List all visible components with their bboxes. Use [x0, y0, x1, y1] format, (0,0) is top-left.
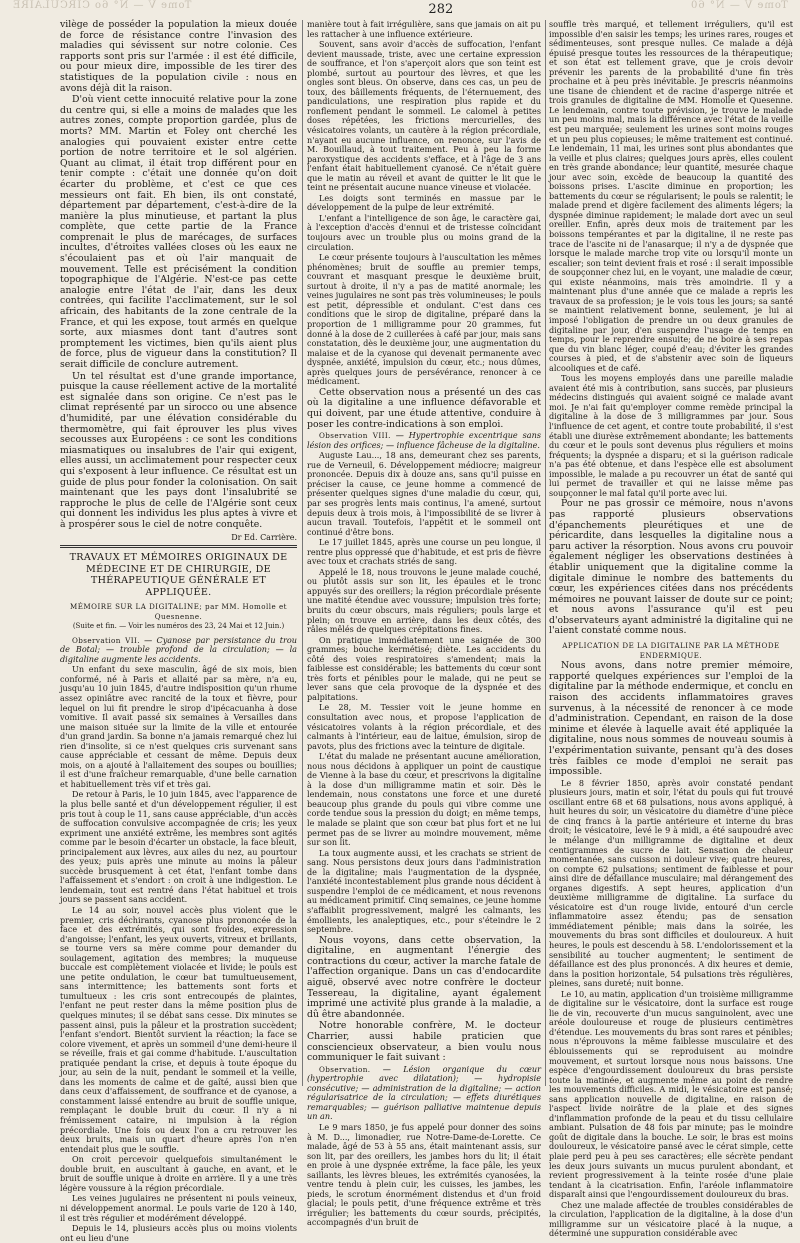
paragraph: On croit percevoir quelquefois simultanément le double bruit, en auscultant à gauche, en avant, et le bruit de souffle unique à droite en arrière. Il y a une très légère voussure à la région précordiale. [60, 1154, 297, 1193]
paragraph: Le 9 mars 1850, je fus appelé pour donner des soins à M. D..., limonadier, rue Notre-Dame-de-Lorette. Ce malade, âgé de 53 à 55 ans, était maintenant assis, sur son lit, par des oreillers, les jambes hors du lit; il était en proie à une dyspnée extrême, la face pâle, les yeux saillants, les lèvres bleues, les extrémités cyanosées, la ventre tendu à plein cuir, les cuisses, les jambes, les pieds, le scrotum énormément distendus et d'un froid glacial; le pouls petit, d'une fréquence extrême et très irrégulier; les battements du cœur sourds, précipités, accompagnés d'un bruit de [307, 1122, 541, 1228]
column-2 [307, 19, 541, 1228]
observation-title: — Hypertrophie excentrique sans lésion des orifices; — influence fâcheuse de la digitaline. [307, 430, 541, 450]
paragraph: Le 14 au soir, nouvel accès plus violent que le premier, cris déchirants, cyanose plus prononcée de la face et des extrémités, qui sont froides, expression d'angoisse; l'enfant, les yeux ouverts, vitreux et brillants, se tourne vers sa mère comme pour demander du soulagement, agitation des membres; la muqueuse buccale est complètement violacée et livide; le pouls est une petite ondulation, le cœur bat tumultueusement, sans intermittence; les battements sont forts et tumultueux : les cris sont entrecoupés de plaintes, l'enfant ne peut rester dans la même position plus de quelques minutes; il se débat sans cesse. Dix minutes se passent ainsi, puis la pâleur et la prostration succèdent; l'enfant s'endort. Bientôt survient la réaction; la face se colore vivement, et après un sommeil d'une demi-heure il se réveille, frais et gai comme d'habitude. L'auscultation pratiquée pendant la crise, et depuis à toute époque du jour, au sein de la nuit, pendant le sommeil et la veille, dans les moments de calme et de gaîté, aussi bien que dans ceux d'affaissement, de souffrance et de cyanose, a constamment laissé entendre au bruit de souffle unique, remplaçant le double bruit du cœur. Il n'y a ni frémissement cataire, ni impulsion à la région précordiale. Une fois ou deux l'on a cru retrouver les deux bruits, mais un quart d'heure après l'on n'en entendait plus que le souffle. [60, 905, 297, 1154]
column-3 [549, 19, 793, 1239]
paragraph: Tous les moyens employés dans une pareille maladie avaient été mis à contribution, sans succès, par plusieurs médecins distingués qui avaient soigné ce malade avant moi. Je n'ai fait qu'employer comme remède principal la digitaline à la dose de 3 milligrammes par jour. Sous l'influence de cet agent, et contre toute probabilité, il s'est établi une diurèse extrêmement abondante; les battements du cœur et le pouls sont devenus plus réguliers et moins fréquents; la dyspnée a disparu; et si la guérison radicale n'a pas été obtenue, et dans l'espèce elle est absolument impossible, le malade a pu recouvrer un état de santé qui lui permet de travailler et qui ne laisse même pas soupçonner le mal fatal qu'il porte avec lui. [549, 373, 793, 498]
paragraph: Notre honorable confrère, M. le docteur Charrier, aussi habile praticien que consciencieux observateur, a bien voulu nous communiquer le fait suivant : [307, 1020, 541, 1064]
page-header [0, 0, 800, 18]
observation-heading [307, 431, 541, 450]
observation-heading [60, 636, 297, 665]
subsection-title: APPLICATION DE LA DIGITALINE PAR LA MÉTHODE ENDERMIQUE. [562, 641, 780, 660]
paragraph: souffle très marqué, et tellement irréguliers, qu'il est impossible d'en saisir les temps; les urines rares, rouges et sédimenteuses, sont presque nulles. Ce malade a déjà épuisé presque toutes les ressources de la thérapeutique; et son état est tellement grave, que je crois devoir prévenir les parents de la probabilité d'une fin très prochaine et à peu près inévitable. Je prescris néanmoins une tisane de chiendent et de racine d'asperge nitrée et trois granules de digitaline de MM. Homolle et Quesenne. Le lendemain, contre toute prévision, je trouve le malade un peu moins mal, mais la différence avec l'état de la veille est peu marquée; seulement les urines sont moins rouges et un peu plus copieuses; le même traitement est continué. Le lendemain, 11 mai, les urines sont plus abondantes que la veille et plus claires; quelques jours après, elles coulent en très grande abondance; leur quantité, mesurée chaque jour avec soin, excède de beaucoup la quantité des boissons prises. L'ascite diminue en proportion; les battements du cœur se régularisent; le pouls se ralentit; le malade prend et digère facilement des aliments légers; la dyspnée diminue rapidement; le malade dort avec un seul oreiller. Enfin, après deux mois de traitement par les boissons tempérantes et par la digitaline, il ne reste pas trace de l'ascite ni de l'anasarque; il n'y a de dyspnée que lorsque le malade marche trop vite ou lorsqu'il monte un escalier; son teint devient frais et rosé : il serait impossible de soupçonner chez lui, en le voyant, une maladie de cœur, qui existe néanmoins, mais très amoindrie. Il y a maintenant plus d'une année que ce malade a repris les travaux de sa profession; je le vois tous les jours; sa santé se maintient relativement bonne, seulement, je lui ai imposé l'obligation de prendre un ou deux granules de digitaline par jour, d'en suspendre l'usage de temps en temps, pour le reprendre ensuite; de ne boire à ses repas que du vin blanc léger, coupé d'eau; d'éviter les grandes courses à pied, et de s'abstenir avec soin de liqueurs alcooliques et de café. [549, 19, 793, 373]
bleed-through-text-right: Tome V — N° 60 [690, 0, 788, 11]
author-signature: Dr Ed. Carrière. [231, 532, 297, 542]
article-title: MÉMOIRE SUR LA DIGITALINE; par MM. Homolle et Quesnenne. [69, 602, 288, 621]
bleed-through-text-left: Tome V — N° 6o CIRCULAIRE [12, 0, 192, 11]
paragraph: Cette observation nous a présenté un des cas où la digitaline a une influence défavorable et qui doivent, par une étude attentive, conduire à poser les contre-indications à son emploi. [307, 386, 541, 430]
paragraph: De retour à Paris, le 10 juin 1845, avec l'apparence de la plus belle santé et d'un développement régulier, il est pris tout à coup le 11, sans cause appréciable, d'un accès de suffocation convulsive accompagnée de cris; les yeux expriment une anxiété extrême, les membres sont agités comme par le besoin d'écarter un obstacle, la face bleuit, principalement aux lèvres, aux ailes du nez, au pourtour des yeux; puis après une minute au moins la pâleur succède brusquement à cet état, l'enfant tombe dans l'affaissement et s'endort : on croit à une indigestion. Le lendemain, tout est rentré dans l'état habituel et trois jours se passent sans accident. [60, 789, 297, 905]
paragraph: Le cœur présente toujours à l'auscultation les mêmes phénomènes; bruit de souffle au premier temps, couvrant et masquant presque le deuxième bruit, surtout à droite, il n'y a pas de matité anormale; les veines jugulaires ne sont pas très volumineuses; le pouls est petit, dépressible et ondulant. C'est dans ces conditions que le sirop de digitaline, préparé dans la proportion de 1 milligramme pour 20 grammes, fut donné à la dose de 2 cuillerées à café par jour, mais sans constatation, dès le deuxième jour, une augmentation du malaise et de la cyanose qui devenait permanente avec dyspnée, anxiété, impulsion du cœur, etc.; nous dûmes, après quelques jours de persévérance, renoncer à ce médicament. [307, 252, 541, 387]
paragraph: Un tel résultat est d'une grande importance, puisque la cause réellement active de la mortalité est signalée dans son origine. Ce n'est pas le climat représenté par un sirocco ou une absence d'humidité, par une élévation considérable du thermomètre, qui fait éprouver les plus vives secousses aux Européens : ce sont les conditions miasmatiques ou insalubres de l'air qui exigent, elles aussi, un acclimatement pour respecter ceux qui s'exposent à leur influence. Ce résultat est un guide de plus pour fonder la colonisation. On sait maintenant que les pays dont l'insalubrité se rapproche le plus de celle de l'Algérie sont ceux qui donnent les individus les plus aptes à vivre et à prospérer sous le ciel de notre conquête. [60, 370, 297, 530]
section-title: TRAVAUX ET MÉMOIRES ORIGINAUX DE MÉDECINE ET DE CHIRURGIE, DE THÉRAPEUTIQUE GÉNÉRALE ET APPLIQUÉE. [69, 552, 288, 598]
column-rule-1 [302, 20, 303, 1086]
section-divider [60, 547, 297, 548]
paragraph: Chez une malade affectée de troubles considérables de la circulation, l'application de la digitaline, à la dose d'un milligramme sur un vésicatoire placé à la nuque, a déterminé une suppuration considérable avec [549, 1199, 793, 1239]
paragraph: Les doigts sont terminés en massue par le développement de la pulpe de leur extrémité. [307, 192, 541, 213]
paragraph: Le 28, M. Tessier voit le jeune homme en consultation avec nous, et propose l'application de vésicatoires volants à la région précordiale, et des calmants à l'intérieur, eau de laitue, émulsion, sirop de pavots, plus des frictions avec la teinture de digitale. [307, 702, 541, 751]
paragraph: Nous voyons, dans cette observation, la digitaline, en augmentant l'énergie des contractions du cœur, activer la marche fatale de l'affection organique. Dans un cas d'endocardite aiguë, observé avec notre confrère le docteur Tessereau, la digitaline, ayant également imprimé une activité plus grande à la maladie, a dû être abandonnée. [307, 934, 541, 1020]
paragraph: L'enfant a l'intelligence de son âge, le caractère gai, à l'exception d'accès d'ennui et de tristesse coïncidant toujours avec un trouble plus ou moins grand de la circulation. [307, 212, 541, 252]
paragraph: Le 8 février 1850, après avoir constaté pendant plusieurs jours, matin et soir, l'état du pouls qui fut trouvé oscillant entre 68 et 68 pulsations, nous avons appliqué, à huit heures du soir, un vésicatoire du diamètre d'une pièce de cinq francs à la partie antérieure et interne du bras droit; le vésicatoire, levé le 9 à midi, a été saupoudré avec le mélange d'un milligramme de digitaline et deux centigrammes de sucre de lait. Sensation de chaleur momentanée, sans cuisson ni douleur vive; quatre heures, on compte 62 pulsations; sentiment de faiblesse et pour ainsi dire de défaillance musculaire; mal dérangement des organes digestifs. A sept heures, application d'un deuxième milligramme de digitaline. La surface du vésicatoire est d'un rouge livide, entouré d'un cercle inflammatoire assez étendu; pas de sensation immédiatement pénible; mais dans la soirée, les mouvements du bras sont difficiles et douloureux. A huit heures, le pouls est descendu à 58. L'endolorissement et la sensibilité au toucher augmentent; le sentiment de défaillance est des plus prononcés. A dix heures et demie, dans la position horizontale, 54 pulsations très régulières, pleines, sans dureté; nuit bonne. [549, 777, 793, 989]
observation-heading [307, 1065, 541, 1122]
column-rule-2 [545, 20, 546, 1086]
page-number: 282 [428, 2, 454, 17]
observation-label: Observation VIII. [319, 431, 391, 441]
paragraph: Nous avons, dans notre premier mémoire, rapporté quelques expériences sur l'emploi de la digitaline par la méthode endermique, et conclu en raison des accidents inflammatoires graves survenus, à la nécessité de renoncer à ce mode d'administration. Cependant, en raison de la dose minime et élevée à laquelle avait été appliquée la digitaline, nous nous sommes de nouveau soumis à l'expérimentation suivante, pensant qu'à des doses très faibles ce mode d'emploi ne serait pas impossible. [549, 660, 793, 778]
observation-title: — Lésion organique du cœur (hypertrophie avec dilatation); — hydropisie consécutive; — administration de la digitaline; — action régularisatrice de la circulation; — effets diurétiques remarquables; — guérison palliative maintenue depuis un an. [307, 1063, 541, 1122]
paragraph: Pour ne pas grossir ce mémoire, nous n'avons pas rapporté plusieurs observations d'épanchements pleurétiques et une de péricardite, dans lesquelles la digitaline nous a paru activer la résorption. Nous avons cru pouvoir également négliger les observations destinées à établir uniquement que la digitaline comme la digitale diminue le nombre des battements du cœur, les expériences citées dans nos précédents mémoires ne pouvant laisser de doute sur ce point; et nous avons l'assurance qu'il est peu d'observateurs ayant administré la digitaline qui ne l'aient constaté comme nous. [549, 498, 793, 637]
observation-title: — Cyanose par persistance du trou de Botal; — trouble profond de la circulation; — la digitaline augmente les accidents. [60, 634, 297, 664]
paragraph: Le 10, au matin, application d'un troisième milligramme de digitaline sur le vésicatoire, dont la surface est rouge lie de vin, recouverte d'un mucus sanguinolent, avec une aréole douloureuse et rouge de plusieurs centimètres d'étendue. Les mouvements du bras sont rares et pénibles; nous n'éprouvons la même faiblesse musculaire et des éblouissements qui se reproduisent au moindre mouvement, et surtout lorsque nous nous baissons. Une espèce d'engourdissement douloureux du bras persiste toute la matinée, et augmente même au point de rendre les mouvements difficiles. A midi, le vésicatoire est pansé; sans application nouvelle de digitaline, en raison de l'aspect livide noirâtre de la plaie et des signes d'inflammation profonde de la peau et du tissu cellulaire ambiant. Pulsation de 48 fois par minute; pas le moindre goût de digitale dans la bouche. Le soir, le bras est moins douloureux, le vésicatoire pansé avec le cérat simple, cette plaie perd peu à peu ses caractères; elle sécrète pendant les deux jours suivants un mucus purulent abondant, et revient progressivement à la teinte rosée d'une plaie tendant à la cicatrisation. Enfin, l'aréole inflammatoire disparaît ainsi que l'engourdissement douloureux du bras. [549, 988, 793, 1200]
paragraph: Auguste Lau..., 18 ans, demeurant chez ses parents, rue de Verneuil, 6. Développement médiocre; maigreur prononcée. Depuis dix à douze ans, sans qu'il puisse en préciser la cause, ce jeune homme a commencé de présenter quelques signes d'une maladie du cœur, qui, par ses progrès lents mais continus, l'a amené, surtout depuis deux à trois mois, à l'impossibilité de se livrer à aucun travail. Toutefois, l'appétit et le sommeil ont continué d'être bons. [307, 450, 541, 537]
paragraph: Les veines jugulaires ne présentent ni pouls veineux, ni développement anormal. Le pouls varie de 120 à 140, il est très régulier et modérément développé. [60, 1193, 297, 1223]
paragraph: Le 17 juillet 1845, après une course un peu longue, il rentre plus oppressé que d'habitude, et est pris de fièvre avec toux et crachats striés de sang. [307, 537, 541, 567]
article-note: (Suite et fin. — Voir les numéros des 23, 24 Mai et 12 Juin.) [72, 622, 285, 631]
section-divider [60, 545, 297, 546]
paragraph: Un enfant du sexe masculin, âgé de six mois, bien conformé, né à Paris et allaité par sa mère, n'a eu, jusqu'au 10 juin 1845, d'autre indisposition qu'un rhume assez opiniâtre avec rancité de la toux et fièvre, pour lequel on lui fit prendre le sirop d'ipécacuanha à dose vomitive. Il avait passé six semaines à Versailles dans une maison située sur la limite de la ville et entourée d'un grand jardin. Sa bonne n'a jamais remarqué chez lui rien d'insolite, si ce n'est quelques cris survenant sans cause appréciable et cessant de même. Depuis deux mois, on a ajouté à l'allaitement des soupes ou bouillies; il est d'une fraîcheur remarquable, d'une belle carnation et habituellement très vif et très gai. [60, 664, 297, 789]
column-1 [60, 19, 297, 1243]
paragraph: La toux augmente aussi, et les crachats se strient de sang. Nous persistons deux jours dans l'administration de la digitaline; mais l'augmentation de la dyspnée, l'anxiété incontestablement plus grande nous décident à suspendre l'emploi de ce médicament, et nous revenons au médicament primitif. Cinq semaines, ce jeune homme s'affaiblit progressivement, malgré les calmants, les émollients, les analeptiques, etc., pour s'éteindre le 2 septembre. [307, 847, 541, 935]
paragraph: manière tout à fait irrégulière, sans que jamais on ait pu les rattacher à une influence extérieure. [307, 19, 541, 39]
observation-label: Observation. [319, 1064, 371, 1074]
paragraph: L'état du malade ne présentant aucune amélioration, nous nous décidons à appliquer un point de caustique de Vienne à la base du cœur, et prescrivons la digitaline à la dose d'un milligramme matin et soir. Dès le lendemain, nous constatons une force et une dureté beaucoup plus grande du pouls qui vibre comme une corde tendue sous la pression du doigt; en même temps, le malade se plaint que son cœur bat plus fort et ne lui permet pas de se livrer au moindre mouvement, même sur son lit. [307, 751, 541, 848]
paragraph: On pratique immédiatement une saignée de 300 grammes; bouche kermétisé; diète. Les accidents du côté des voies respiratoires s'amendent; mais la faiblesse est considérable; les battements du cœur sont très forts et pénibles pour le malade, qui ne peut se lever sans que cela provoque de la dyspnée et des palpitations. [307, 634, 541, 702]
paragraph: D'où vient cette innocuité relative pour la zone du centre qui, si elle a moins de malades que les autres zones, compte proportion gardée, plus de morts? MM. Martin et Foley ont cherché les analogies qui pouvaient exister entre cette portion de notre territoire et le sol algérien. Quant au climat, il était trop différent pour en tenir compte : c'était une donnée qu'on doit écarter du problème, et c'est ce que ces messieurs ont fait. Eh bien, ils ont constaté, département par département, c'est-à-dire de la manière la plus minutieuse, et partant la plus complète, que cette partie de la France comprenait le plus de marécages, de surfaces incultes, d'étroites vallées closes où les eaux ne s'écoulaient pas et où l'air manquait de mouvement. Telle est précisément la condition topographique de l'Algérie. N'est-ce pas cette analogie entre l'état de l'air, dans les deux contrées, qui facilite l'acclimatement, sur le sol africain, des habitants de la zone centrale de la France, et qui les expose, tout armés en quelque sorte, aux miasmes dont tant d'autres sont promptement les victimes, bien qu'ils aient plus de force, plus de vigueur dans la constitution? Il serait difficile de conclure autrement. [60, 94, 297, 370]
paragraph: vilège de posséder la population la mieux douée de force de résistance contre l'invasion des maladies qui sévissent sur notre colonie. Ces rapports sont pris sur l'armée : il est été difficile, ou pour mieux dire, impossible de les tirer des statistiques de la population civile : nous en avons déjà dit la raison. [60, 19, 297, 94]
paragraph: Depuis le 14, plusieurs accès plus ou moins violents ont eu lieu d'une [60, 1223, 297, 1243]
paragraph: Souvent, sans avoir d'accès de suffocation, l'enfant devient maussade, triste, avec une certaine expression de souffrance, et l'on s'aperçoit alors que son teint est plombé, surtout au pourtour des lèvres, et que les ongles sont bleus. On observe, dans ces cas, un peu de toux, des bâillements fréquents, de l'éternuement, des pandiculations, une respiration plus rapide et du ronflement pendant le sommeil. Le calomel à petites doses répétées, les frictions mercurielles, des vésicatoires volants, un cautère à la région précordiale, n'ayant eu aucune influence, on renonce, sur l'avis de M. Bouillaud, à tout traitement. Peu à peu la forme paroxystique des accidents s'efface, et à l'âge de 3 ans l'enfant était habituellement cyanosé. Ce n'était guère que le matin au réveil et avant de quitter le lit que le teint ne présentait aucune nuance vineuse et violacée. [307, 39, 541, 193]
observation-label: Observation VII. [72, 635, 140, 645]
paragraph: Appelé le 18, nous trouvons le jeune malade couché, ou plutôt assis sur son lit, les épaules et le tronc appuyés sur des oreillers; la région précordiale présente une matité étendue avec voussure; impulsion très forte; bruits du cœur obscurs, mais réguliers; pouls large et plein; on trouve en arrière, dans les deux côtés, des râles mêlés de quelques crépitations fines. [307, 566, 541, 635]
